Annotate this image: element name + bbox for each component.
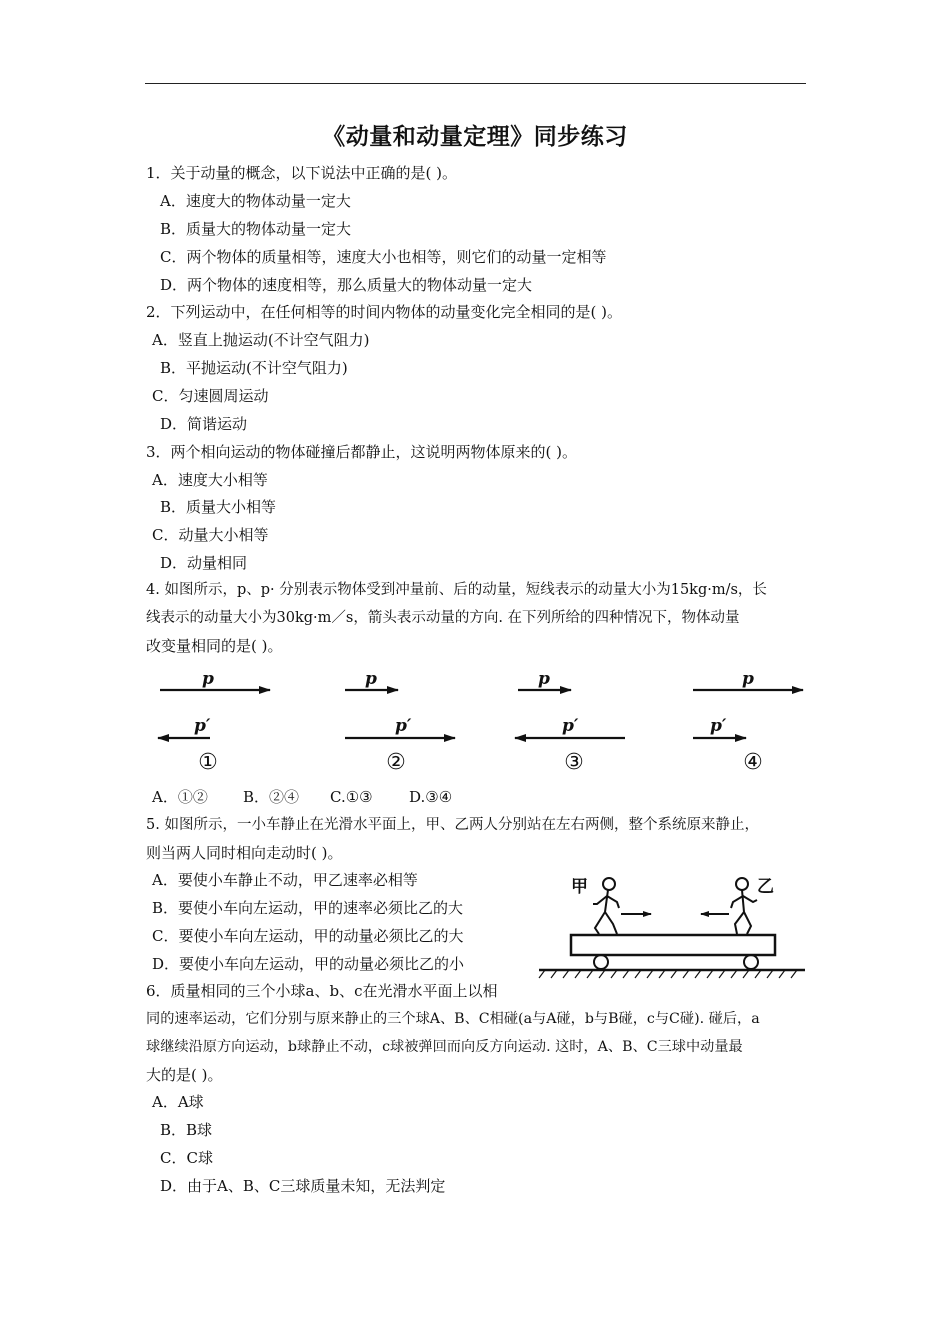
q2-option-c: C．匀速圆周运动 <box>152 387 269 405</box>
q2-option-a: A．竖直上抛运动(不计空气阻力) <box>152 331 370 349</box>
q5-option-a: A．要使小车静止不动，甲乙速率必相等 <box>152 871 418 889</box>
case1-label: ① <box>198 750 218 775</box>
case1-pprime-label: p′ <box>194 716 211 736</box>
page-title: 《动量和动量定理》同步练习 <box>322 124 628 150</box>
q3-option-d: D．动量相同 <box>160 554 248 572</box>
cart-body <box>571 935 775 955</box>
case4-label: ④ <box>743 750 763 775</box>
momentum-arrows-svg <box>150 665 820 780</box>
q3-option-c: C．动量大小相等 <box>152 526 269 544</box>
q6-option-a: A．A球 <box>152 1093 204 1111</box>
q1-option-a: A．速度大的物体动量一定大 <box>160 192 351 210</box>
q3-stem: 3．两个相向运动的物体碰撞后都静止，这说明两物体原来的( )。 <box>146 443 578 461</box>
q6-option-b: B．B球 <box>160 1121 213 1139</box>
q6-option-c: C．C球 <box>160 1149 213 1167</box>
q1-stem: 1．关于动量的概念，以下说法中正确的是( )。 <box>146 164 458 182</box>
q4-stem-line-1: 4. 如图所示，p、p· 分别表示物体受到冲量前、后的动量，短线表示的动量大小为15kg·m/s，长 <box>146 582 767 598</box>
q2-option-b: B．平抛运动(不计空气阻力) <box>160 359 348 377</box>
q1-option-d: D．两个物体的速度相等，那么质量大的物体动量一定大 <box>160 276 533 294</box>
cart-wheel-right <box>744 955 758 969</box>
cart-figure-svg <box>535 870 810 985</box>
case4-p-label: p <box>742 669 754 689</box>
q4-option-d: D.③④ <box>409 788 453 806</box>
q6-stem-line-2: 同的速率运动，它们分别与原来静止的三个球A、B、C相碰(a与A碰，b与B碰，c与C碰). 碰后，a <box>146 1011 760 1027</box>
q4-option-c: C.①③ <box>330 788 373 806</box>
momentum-arrows-figure <box>150 665 820 780</box>
q6-stem-line-1: 6．质量相同的三个小球a、b、c在光滑水平面上以相 <box>146 982 498 1000</box>
case3-pprime-label: p′ <box>562 716 579 736</box>
case2-label: ② <box>386 750 406 775</box>
q4-stem-line-2: 线表示的动量大小为30kg·m／s，箭头表示动量的方向. 在下列所给的四种情况下，物体动量 <box>146 610 740 626</box>
q3-option-b: B．质量大小相等 <box>160 498 277 516</box>
q5-option-c: C．要使小车向左运动，甲的动量必须比乙的大 <box>152 927 464 945</box>
person-yi-figure <box>731 878 757 934</box>
q6-stem-line-4: 大的是( )。 <box>146 1066 223 1084</box>
q5-option-b: B．要使小车向左运动，甲的速率必须比乙的大 <box>152 899 464 917</box>
person-yi-label: 乙 <box>757 877 774 897</box>
case3-p-label: p <box>538 669 550 689</box>
q1-option-b: B．质量大的物体动量一定大 <box>160 220 352 238</box>
case3-label: ③ <box>564 750 584 775</box>
q3-option-a: A．速度大小相等 <box>152 471 268 489</box>
q2-stem: 2．下列运动中，在任何相等的时间内物体的动量变化完全相同的是( )。 <box>146 303 623 321</box>
case4-pprime-label: p′ <box>710 716 727 736</box>
cart-wheel-left <box>594 955 608 969</box>
cart-figure <box>535 870 810 985</box>
q2-option-d: D．简谐运动 <box>160 415 248 433</box>
q5-stem-line-2: 则当两人同时相向走动时( )。 <box>146 844 343 862</box>
case1-p-label: p <box>202 669 214 689</box>
case2-p-label: p <box>365 669 377 689</box>
q4-option-a: A．①② <box>152 788 208 806</box>
case2-pprime-label: p′ <box>395 716 412 736</box>
q6-option-d: D．由于A、B、C三球质量未知，无法判定 <box>160 1177 446 1195</box>
q4-option-b: B．②④ <box>243 788 300 806</box>
q5-stem-line-1: 5. 如图所示，一小车静止在光滑水平面上，甲、乙两人分别站在左右两侧，整个系统原来静止， <box>146 817 759 833</box>
person-jia-figure <box>593 878 619 934</box>
person-jia-label: 甲 <box>571 877 588 897</box>
q1-option-c: C．两个物体的质量相等，速度大小也相等，则它们的动量一定相等 <box>160 248 607 266</box>
header-rule <box>145 83 806 84</box>
q4-stem-line-3: 改变量相同的是( )。 <box>146 637 283 655</box>
q5-option-d: D．要使小车向左运动，甲的动量必须比乙的小 <box>152 955 465 973</box>
q6-stem-line-3: 球继续沿原方向运动，b球静止不动，c球被弹回而向反方向运动. 这时，A、B、C三球中动量最 <box>146 1039 743 1055</box>
